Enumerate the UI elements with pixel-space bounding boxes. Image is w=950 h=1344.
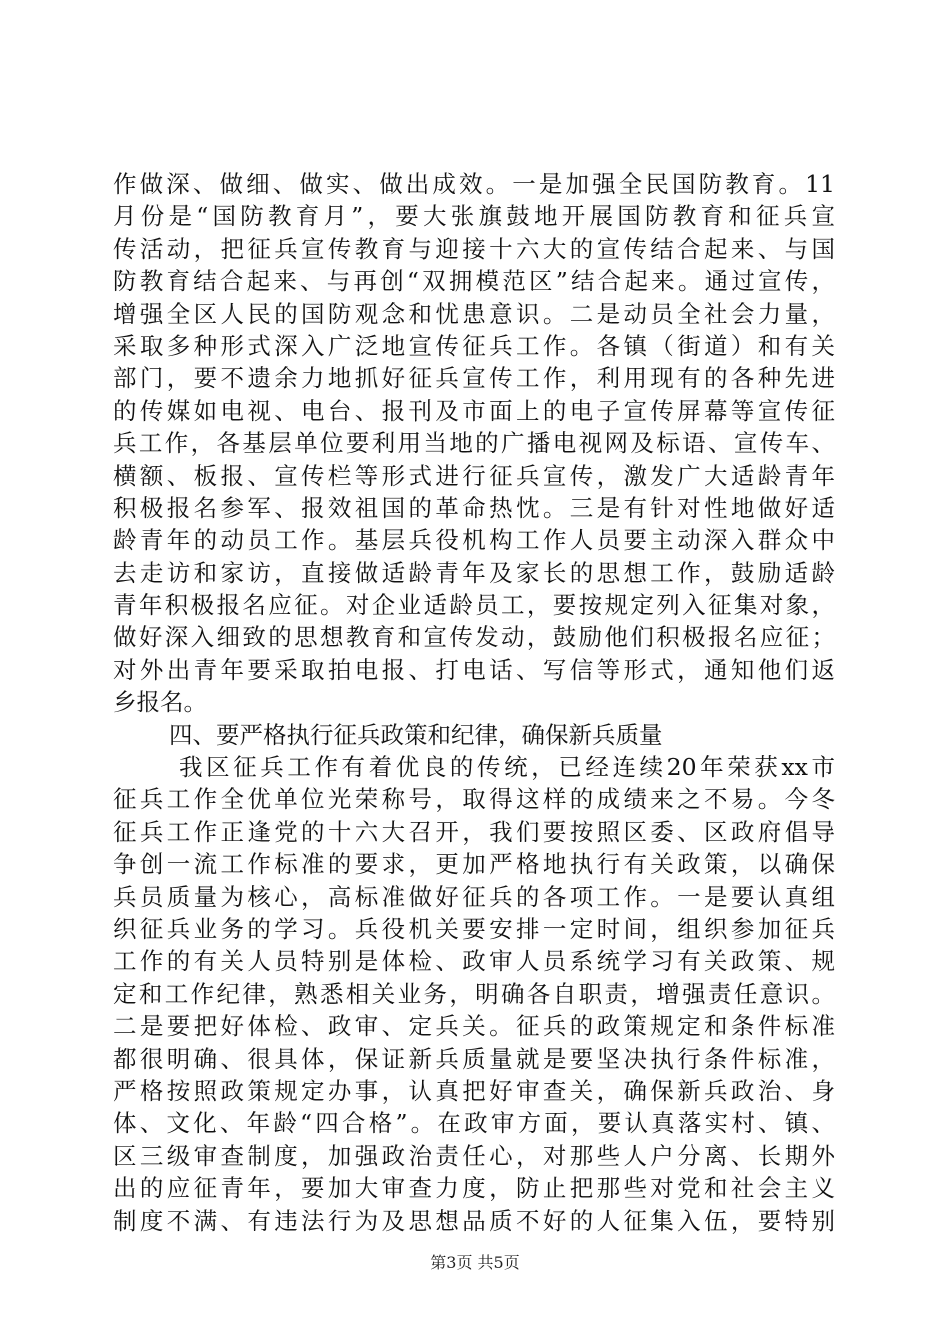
text-line: 传活动，把征兵宣传教育与迎接十六大的宣传结合起来、与国 [113, 234, 835, 263]
text-line: 兵员质量为核心，高标准做好征兵的各项工作。一是要认真组 [113, 882, 835, 911]
text-line: 增强全区人民的国防观念和忧患意识。二是动员全社会力量， [113, 299, 835, 328]
text-line: 防教育结合起来、与再创“双拥模范区”结合起来。通过宣传， [113, 267, 835, 296]
text-line: 乡报名。 [113, 688, 207, 717]
text-line: 工作的有关人员特别是体检、政审人员系统学习有关政策、规 [113, 947, 835, 976]
text-line: 兵工作，各基层单位要利用当地的广播电视网及标语、宣传车、 [113, 429, 835, 458]
text-line: 月份是“国防教育月”，要大张旗鼓地开展国防教育和征兵宣 [113, 202, 835, 231]
text-line: 横额、板报、宣传栏等形式进行征兵宣传，激发广大适龄青年 [113, 461, 835, 490]
text-line: 征兵工作正逢党的十六大召开，我们要按照区委、区政府倡导 [113, 817, 835, 846]
section-heading: 四、要严格执行征兵政策和纪律，确保新兵质量 [169, 720, 663, 749]
text-line: 去走访和家访，直接做适龄青年及家长的思想工作，鼓励适龄 [113, 558, 835, 587]
paragraph-2 [113, 751, 835, 1237]
text-line: 对外出青年要采取拍电报、打电话、写信等形式，通知他们返 [113, 655, 835, 684]
text-line: 二是要把好体检、政审、定兵关。征兵的政策规定和条件标准 [113, 1012, 835, 1041]
page-number-footer: 第3页 共5页 [430, 1253, 520, 1272]
text-line: 青年积极报名应征。对企业适龄员工，要按规定列入征集对象， [113, 591, 835, 620]
text-line: 体、文化、年龄“四合格”。在政审方面，要认真落实村、镇、 [113, 1109, 835, 1138]
text-line: 都很明确、很具体，保证新兵质量就是要坚决执行条件标准， [113, 1044, 835, 1073]
text-line: 积极报名参军、报效祖国的革命热忱。三是有针对性地做好适 [113, 493, 835, 522]
text-line: 征兵工作全优单位光荣称号，取得这样的成绩来之不易。今冬 [113, 785, 835, 814]
text-line: 我区征兵工作有着优良的传统，已经连续20年荣获xx市 [179, 753, 835, 782]
text-line: 作做深、做细、做实、做出成效。一是加强全民国防教育。11 [113, 170, 835, 198]
document-body [113, 168, 835, 1237]
text-line: 做好深入细致的思想教育和宣传发动，鼓励他们积极报名应征； [113, 623, 835, 652]
text-line: 严格按照政策规定办事，认真把好审查关，确保新兵政治、身 [113, 1076, 835, 1105]
text-line: 区三级审查制度，加强政治责任心，对那些人户分离、长期外 [113, 1141, 835, 1170]
text-line: 织征兵业务的学习。兵役机关要安排一定时间，组织参加征兵 [113, 914, 835, 943]
text-line: 部门，要不遗余力地抓好征兵宣传工作，利用现有的各种先进 [113, 364, 835, 393]
text-line: 出的应征青年，要加大审查力度，防止把那些对党和社会主义 [113, 1174, 835, 1203]
text-line: 的传媒如电视、电台、报刊及市面上的电子宣传屏幕等宣传征 [113, 396, 835, 425]
text-line: 争创一流工作标准的要求，更加严格地执行有关政策，以确保 [113, 850, 835, 879]
text-line: 制度不满、有违法行为及思想品质不好的人征集入伍，要特别 [113, 1206, 835, 1235]
text-line: 龄青年的动员工作。基层兵役机构工作人员要主动深入群众中 [113, 526, 835, 555]
text-line: 采取多种形式深入广泛地宣传征兵工作。各镇（街道）和有关 [113, 331, 835, 360]
text-line: 定和工作纪律，熟悉相关业务，明确各自职责，增强责任意识。 [113, 979, 835, 1008]
paragraph-1 [113, 168, 835, 719]
